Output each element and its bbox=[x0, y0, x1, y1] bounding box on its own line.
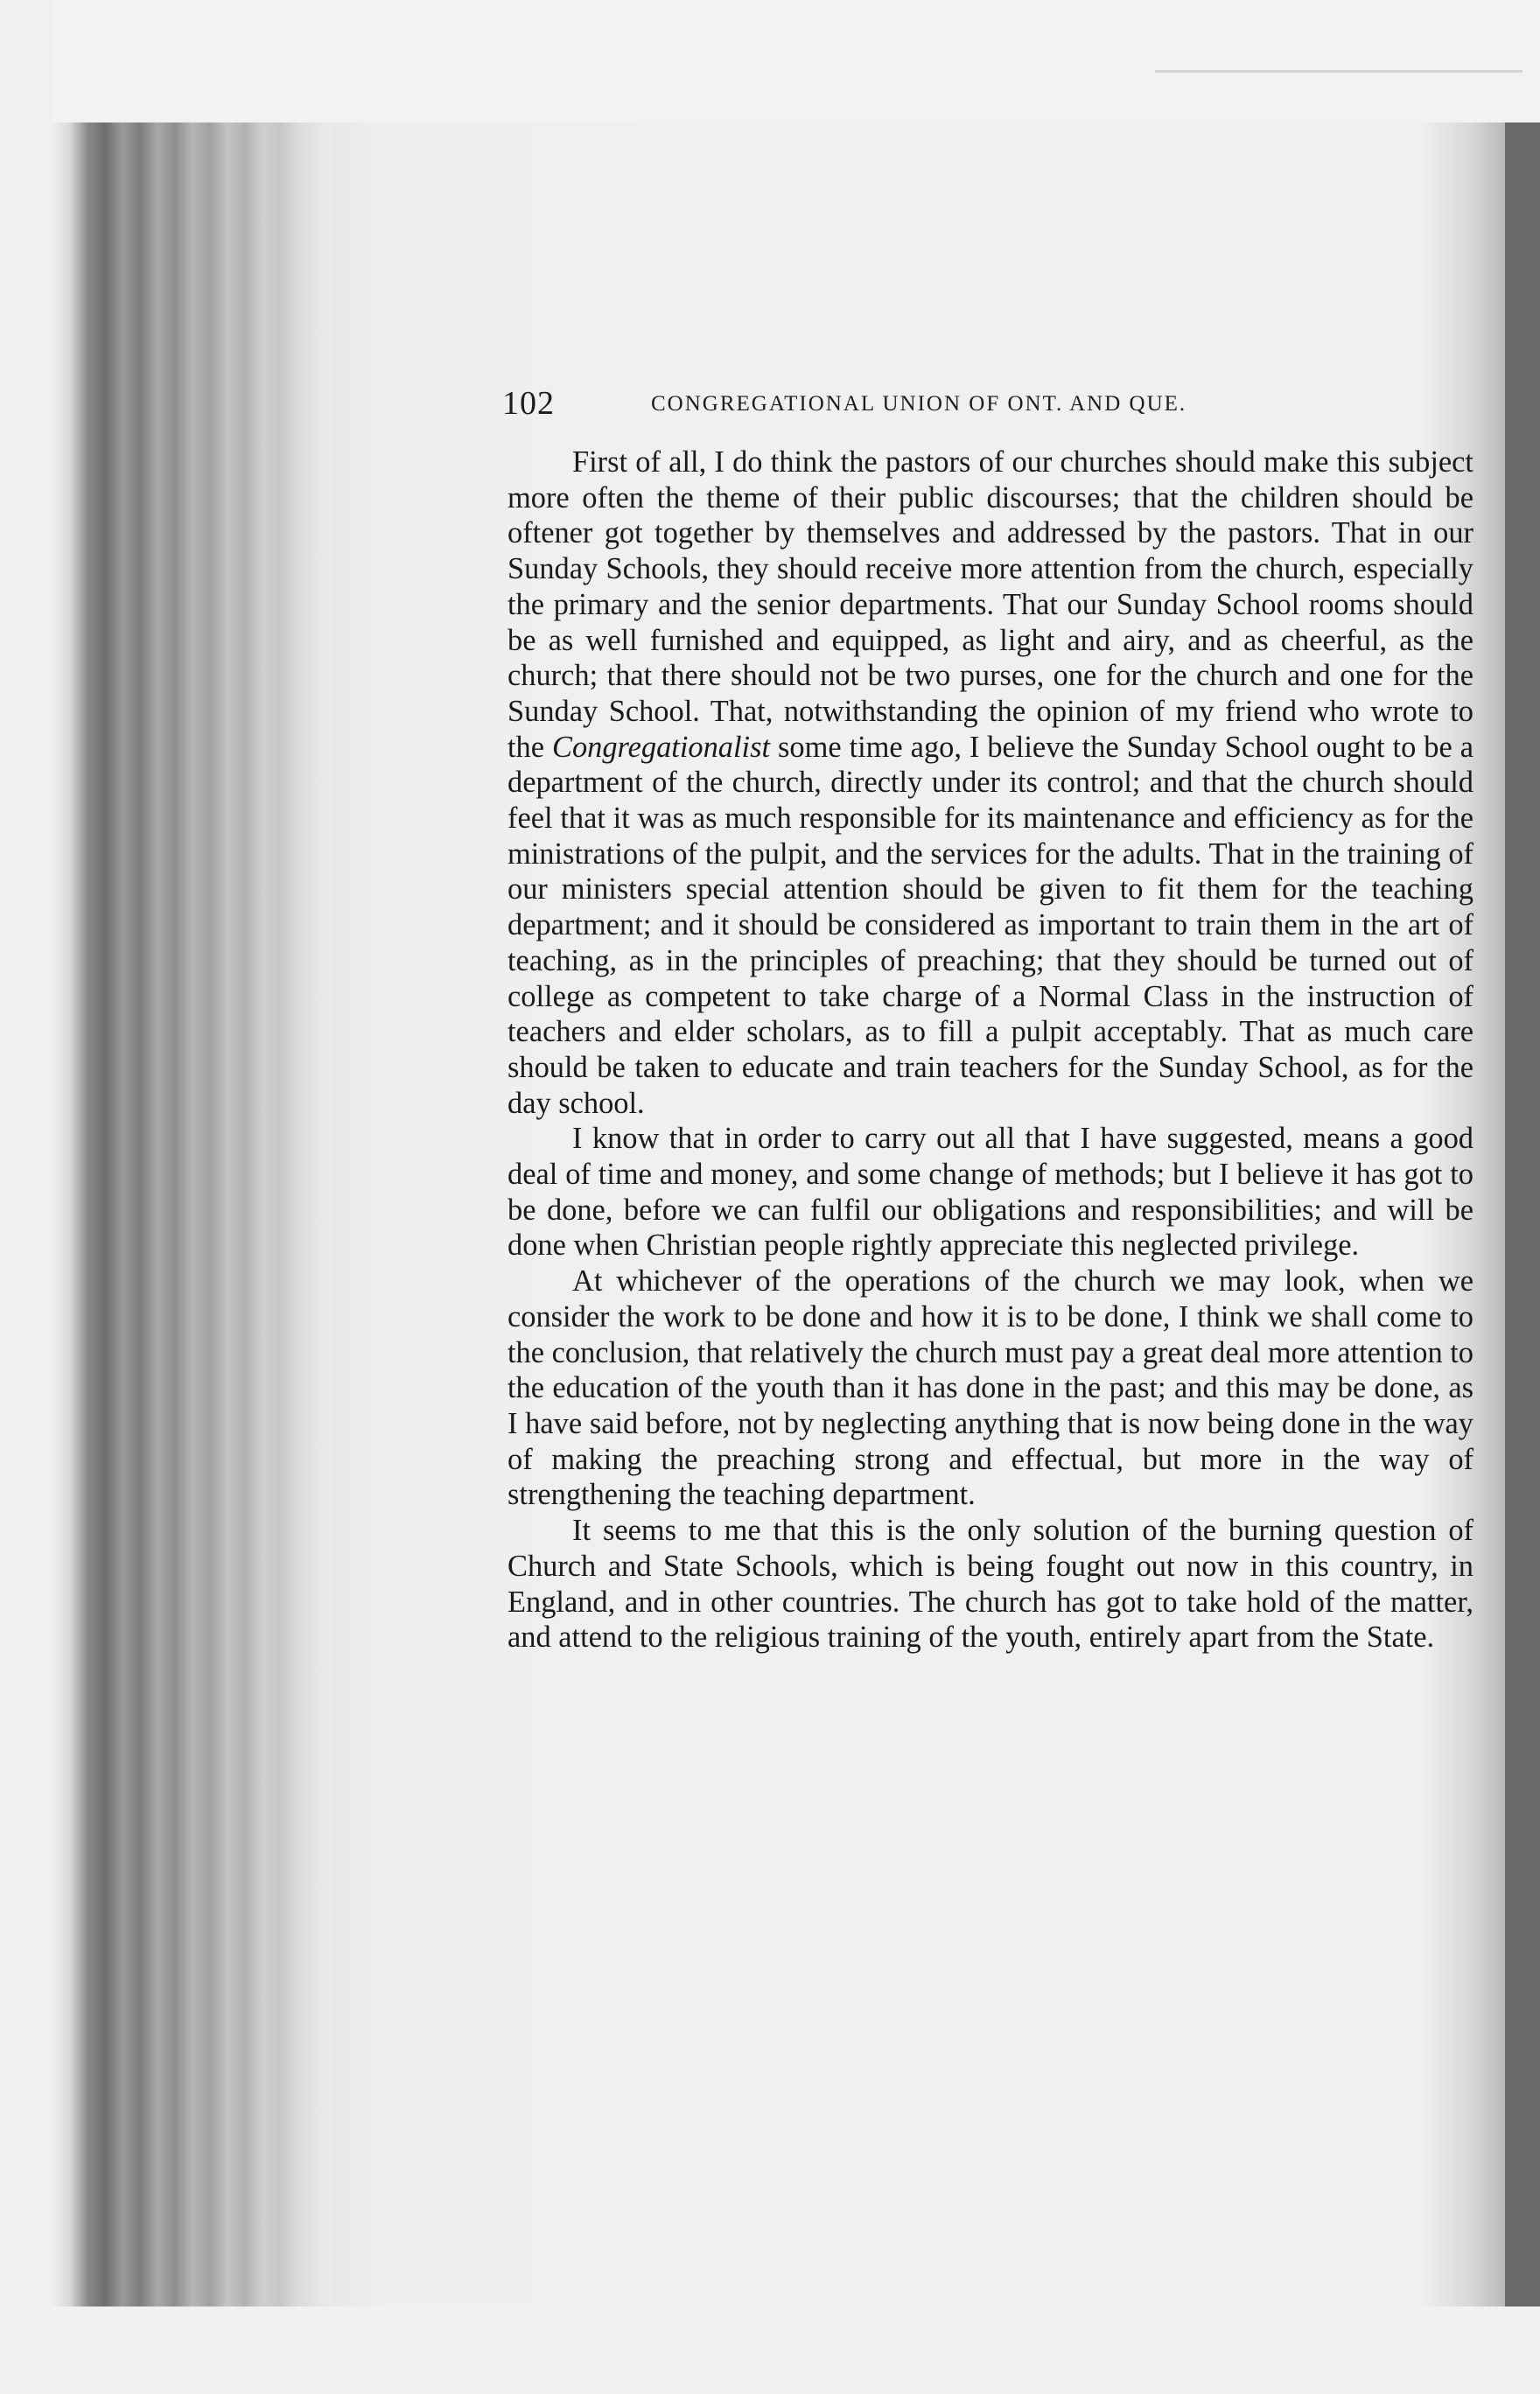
paragraph-4: It seems to me that this is the only solution of the burning question of Church and State Schools, which is being fought out now in this country, in England, and in other countries. The church has got to take hold of the matter, and attend to the religious training of the youth, entirely apart from the State. bbox=[508, 1514, 1474, 1655]
scan-margin bbox=[0, 0, 52, 2394]
paragraph-1 bbox=[508, 444, 1474, 1121]
running-title: CONGREGATIONAL UNION OF ONT. AND QUE. bbox=[651, 392, 1187, 416]
running-head bbox=[502, 382, 1472, 425]
scan-margin-bottom bbox=[52, 2306, 1540, 2394]
paragraph-1-text-end: some time ago, I believe the Sunday School ought to be a department of the church, directly under its control; and that the church should feel that it was as much responsible for its maintenance and efficiency as for the ministrations of the pulpit, and the services for the adults. That in the training of our ministers special attention should be given to fit them for the teaching department; and it should be considered as important to train them in the art of teaching, as in the principles of preaching; that they should be turned out of college as competent to take charge of a Normal Class in the instruction of teachers and elder scholars, as to fill a pulpit acceptably. That as much care should be taken to educate and train teachers for the Sunday School, as for the day school. bbox=[508, 730, 1474, 1120]
page-number: 102 bbox=[502, 385, 555, 422]
periodical-title: Congregationalist bbox=[552, 730, 771, 764]
scan-edge-line bbox=[1155, 70, 1522, 73]
paragraph-2: I know that in order to carry out all that I have suggested, means a good deal of time and money, and some change of methods; but I believe it has got to be done, before we can fulfil our obligations and responsibilities; and will be done when Christian people rightly appreciate this neglected privilege. bbox=[508, 1122, 1474, 1263]
paragraph-3: At whichever of the operations of the church we may look, when we consider the work to be done and how it is to be done, I think we shall come to the conclusion, that relatively the church must pay a great deal more attention to the education of the youth than it has done in the past; and this may be done, as I have said before, not by neglecting anything that is now being done in the way of making the preaching strong and effectual, but more in the way of strengthening the teaching department. bbox=[508, 1264, 1474, 1512]
paragraph-1-text-start: First of all, I do think the pastors of our churches should make this subject more often the theme of their public discourses; that the children should be oftener got together by themselves and addressed by the pastors. That in our Sunday Schools, they should receive more attention from the church, especially the primary and the senior departments. That our Sunday School rooms should be as well furnished and equipped, as light and airy, and as cheerful, as the church; that there should not be two purses, one for the church and one for the Sunday School. That, notwithstanding the opinion of my friend who wrote to the bbox=[508, 445, 1474, 764]
book-page-edges bbox=[52, 122, 332, 2306]
page-shadow bbox=[1505, 122, 1540, 2306]
body-text bbox=[508, 444, 1474, 1656]
